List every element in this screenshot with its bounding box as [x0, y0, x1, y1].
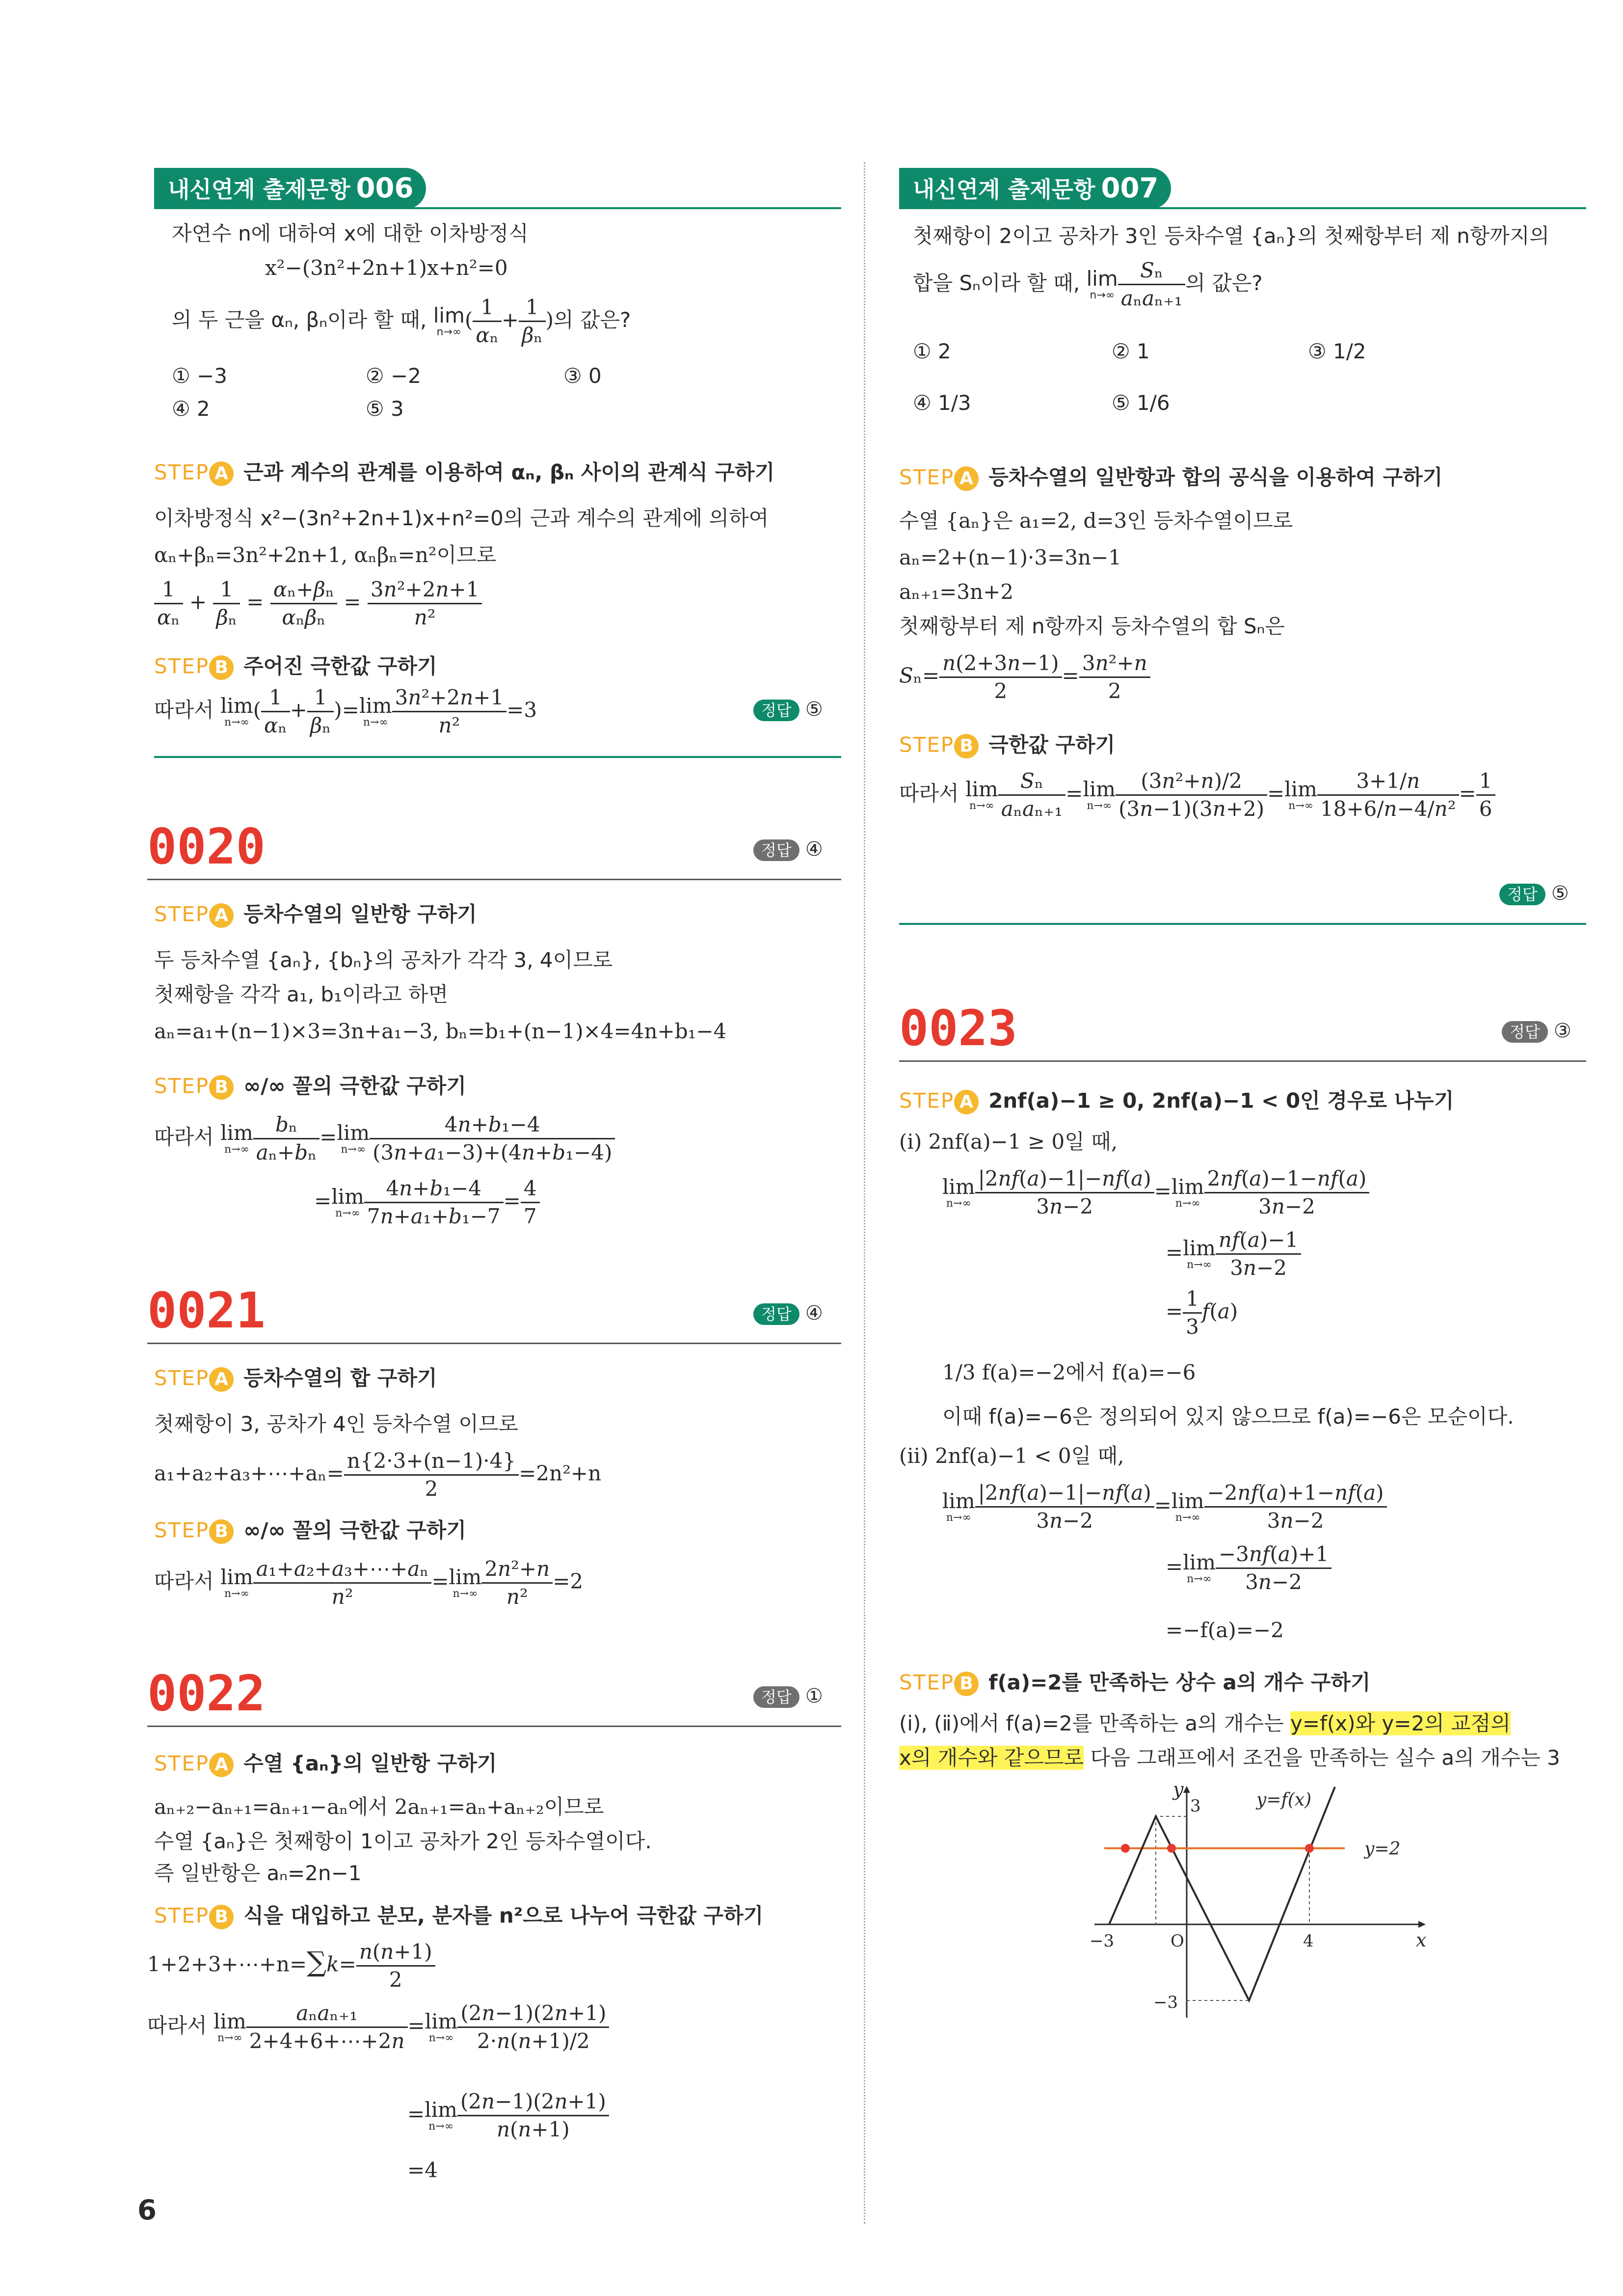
p0023-case1-eq2: = lim n→∞ $\frac{nf(a)-1}{3n-2}$	[1166, 1230, 1301, 1278]
label-x: x	[1416, 1929, 1427, 1951]
p0020-line2: 첫째항을 각각 a₁, b₁이라고 하면	[154, 982, 449, 1006]
p0020-line1: 두 등차수열 {aₙ}, {bₙ}의 공차가 각각 3, 4이므로	[154, 948, 613, 972]
q006-a-line2: αₙ+βₙ=3n²+2n+1, αₙβₙ=n²이므로	[154, 543, 497, 567]
tag-underline	[899, 207, 1586, 209]
step-title: ∞/∞ 꼴의 극한값 구하기	[243, 1074, 466, 1098]
p0023-case1-eq3: = $\frac{1}{3}$ f(a)	[1166, 1287, 1238, 1339]
p0023-case1: (ⅰ) 2nf(a)−1 ≥ 0일 때,	[899, 1130, 1118, 1154]
p0023-case2: (ⅱ) 2nf(a)−1 < 0일 때,	[899, 1444, 1124, 1468]
p0020-eq1: 따라서 lim n→∞ $\frac{\text{bₙ}}{\text{aₙ+bₙ}}$ = lim n→∞ $\frac{\text{4n+b₁−4}}{\text{(3n+a₁−3)+(4n+b₁−4)}}$	[154, 1114, 615, 1163]
tag-label: 내신연계 출제문항	[913, 176, 1095, 203]
p0023-step-a: STEP A 2nf(a)−1 ≥ 0, 2nf(a)−1 < 0인 경우로 나누기	[899, 1090, 1454, 1114]
intersection-point	[1167, 1844, 1176, 1853]
step-title: 수열 {aₙ}의 일반항 구하기	[243, 1751, 497, 1776]
label-y2: y=2	[1364, 1839, 1401, 1859]
q007-l4: 첫째항부터 제 n항까지 등차수열의 합 Sₙ은	[899, 614, 1285, 638]
answer-pill: 정답	[1499, 884, 1545, 905]
result: =3	[506, 698, 537, 722]
q006-a-fraction-eq: $\frac{1}{\text{αₙ}}$ + $\frac{1}{\text{βₙ}}$ = αₙ+βₙ αₙβₙ = $\frac{\text{3n²+2n+1}}{\text{n²}}$	[154, 579, 482, 628]
q007-line2: 합을 Sₙ이라 할 때, lim n→∞ Sₙ aₙaₙ₊₁ 의 값은?	[913, 258, 1263, 310]
column-separator	[864, 162, 865, 2224]
answer-value: ①	[805, 1685, 823, 1707]
step-title: 식을 대입하고 분모, 분자를 n²으로 나누어 극한값 구하기	[243, 1903, 764, 1928]
prefix: 따라서	[147, 2013, 207, 2038]
label-minus3-x: −3	[1090, 1931, 1115, 1951]
q006-b-equation: 따라서 lim n→∞ ( $\frac{1}{\text{αₙ}}$ + $\frac{1}{\text{βₙ}}$ )= lim n→∞ $\frac{\text{3n²+2n+1}}{\text{n²}}$ =3	[154, 685, 537, 737]
p0023-b-line2	[899, 1748, 1560, 1768]
label-minus3-y: −3	[1153, 1993, 1178, 2012]
q006-question-suffix: 의 값은?	[553, 308, 631, 332]
tag-number: 007	[1101, 172, 1159, 204]
divider	[147, 1343, 841, 1344]
step-title: ∞/∞ 꼴의 극한값 구하기	[243, 1518, 466, 1542]
q007-step-a: STEP A 등차수열의 일반항과 합의 공식을 이용하여 구하기	[899, 466, 1442, 491]
p0021-sum	[154, 1451, 601, 1499]
q007-sum: Sₙ= $\frac{n(2+3n-1)}{2}$ = $\frac{\text{3n²+n}}{2}$	[899, 653, 1150, 702]
answer-0023	[1502, 1021, 1571, 1043]
divider	[154, 756, 841, 758]
step-title: 극한값 구하기	[988, 732, 1116, 757]
divider	[899, 923, 1586, 925]
p0022-step-a: STEP A 수열 {aₙ}의 일반항 구하기	[154, 1753, 497, 1777]
label-f: y=f(x)	[1256, 1790, 1312, 1810]
page-number: 6	[137, 2194, 157, 2226]
y-axis-arrow	[1183, 1786, 1190, 1793]
p0022-line3: 즉 일반항은 aₙ=2n−1	[154, 1861, 362, 1885]
tag-underline	[154, 207, 841, 209]
answer-value: ③	[1553, 1020, 1571, 1042]
answer-value: ⑤	[1551, 882, 1569, 905]
label-y: y	[1173, 1782, 1184, 1800]
fraction: $\frac{1}{\text{βₙ}}$	[519, 297, 545, 346]
p0023-b-line1	[899, 1713, 1511, 1734]
q007-choice-1: ① 2	[913, 339, 951, 363]
q007-l3: aₙ₊₁=3n+2	[899, 580, 1014, 604]
answer-value: ④	[805, 838, 823, 861]
q006-choice-3: ③ 0	[563, 364, 602, 388]
exam-link-tag-007	[899, 168, 1171, 209]
q006-question: 의 두 근을 αₙ, βₙ이라 할 때, lim n→∞ ( $\frac{1}{\text{αₙ}}$ + $\frac{1}{\text{βₙ}}$ )의 값은?	[172, 295, 631, 347]
prefix: 따라서	[899, 781, 959, 806]
tag-number: 006	[356, 172, 414, 204]
sum-rhs: =2n²+n	[519, 1461, 602, 1486]
function-graph	[1080, 1782, 1453, 2027]
p0022-eq2: = lim n→∞ $\frac{(2n-1)(2n+1)}{n(n+1)}$	[407, 2091, 609, 2140]
p0023-case1-eq1: lim n→∞ $\frac{|2nf(a)-1|-nf(a)}{3n-2}$ = lim n→∞ $\frac{2nf(a)-1-nf(a)}{3n-2}$	[942, 1168, 1369, 1217]
step-title: 2nf(a)−1 ≥ 0, 2nf(a)−1 < 0인 경우로 나누기	[988, 1088, 1454, 1113]
prefix: 따라서	[154, 698, 214, 722]
prefix: 따라서	[154, 1569, 214, 1594]
q006-question-prefix: 의 두 근을 αₙ, βₙ이라 할 때,	[172, 308, 427, 332]
q007-choice-2: ② 1	[1112, 339, 1150, 363]
q007-choice-5: ⑤ 1/6	[1112, 391, 1170, 415]
prefix: 따라서	[154, 1125, 214, 1149]
problem-number-0020: 0020	[147, 818, 266, 875]
p0022-step-b: STEP B 식을 대입하고 분모, 분자를 n²으로 나누어 극한값 구하기	[154, 1905, 763, 1929]
q007-b-eq: 따라서 lim n→∞ Sₙ aₙaₙ₊₁ = lim n→∞ $\frac{\text{(3n²+n)/2}}{(3n-1)(3n+2)}$ = lim n→∞ $\frac{3+1/n}{\text{18+6/n−4/n²}}$ = $\frac{1}{6}$	[899, 771, 1495, 819]
p0023-step-b: STEP B f(a)=2를 만족하는 상수 a의 개수 구하기	[899, 1672, 1371, 1696]
p0023-case2-last: =−f(a)=−2	[1166, 1618, 1284, 1642]
q006-choice-5: ⑤ 3	[366, 397, 404, 421]
p0020-line3: aₙ=a₁+(n−1)×3=3n+a₁−3, bₙ=b₁+(n−1)×4=4n+b₁−4	[154, 1019, 727, 1043]
highlight: y=f(x)와 y=2의 교점의	[1290, 1711, 1511, 1735]
intersection-point	[1305, 1844, 1314, 1853]
problem-number-0023: 0023	[899, 999, 1017, 1057]
q007-answer	[1499, 884, 1569, 905]
suffix: 의 값은?	[1185, 271, 1263, 295]
sum-lhs: a₁+a₂+a₃+⋯+aₙ=	[154, 1461, 344, 1486]
tag-label: 내신연계 출제문항	[168, 176, 350, 203]
answer-value: ④	[805, 1302, 823, 1324]
step-title: 등차수열의 합 구하기	[243, 1366, 437, 1390]
q007-choice-4: ④ 1/3	[913, 391, 971, 415]
q006-choice-2: ② −2	[366, 364, 421, 388]
step-title: 근과 계수의 관계를 이용하여 αₙ, βₙ 사이의 관계식 구하기	[243, 460, 775, 485]
q006-choice-1: ① −3	[172, 364, 227, 388]
divider	[147, 1726, 841, 1727]
q007-choice-3: ③ 1/2	[1308, 339, 1366, 363]
problem-number-0021: 0021	[147, 1282, 266, 1339]
highlight: x의 개수와 같으므로	[899, 1746, 1084, 1770]
p0022-sum: 1+2+3+⋯+n=∑k= $\frac{n(n+1)}{2}$	[147, 1942, 435, 1990]
label-3: 3	[1190, 1796, 1201, 1816]
p0022-result: =4	[407, 2158, 438, 2182]
fraction: $\frac{1}{\text{αₙ}}$	[473, 297, 502, 346]
p0022-line1: aₙ₊₂−aₙ₊₁=aₙ₊₁−aₙ에서 2aₙ₊₁=aₙ+aₙ₊₂이므로	[154, 1795, 604, 1819]
answer-pill: 정답	[753, 1303, 799, 1325]
prefix: (ⅰ), (ⅱ)에서 f(a)=2를 만족하는 a의 개수는	[899, 1711, 1284, 1735]
p0023-case2-eq1: lim n→∞ $\frac{|2nf(a)-1|-nf(a)}{3n-2}$ = lim n→∞ $\frac{-2nf(a)+1-nf(a)}{3n-2}$	[942, 1483, 1387, 1531]
q006-a-line1: 이차방정식 x²−(3n²+2n+1)x+n²=0의 근과 계수의 관계에 의하여	[154, 506, 769, 530]
answer-0021	[753, 1303, 823, 1325]
p0023-case2-eq2: = lim n→∞ $\frac{-3nf(a)+1}{3n-2}$	[1166, 1544, 1331, 1593]
step-title: 등차수열의 일반항 구하기	[243, 902, 477, 926]
q007-l1: 수열 {aₙ}은 a₁=2, d=3인 등차수열이므로	[899, 509, 1293, 533]
answer-value: ⑤	[805, 698, 823, 721]
q006-step-b: STEP B 주어진 극한값 구하기	[154, 655, 437, 680]
step-title: 등차수열의 일반항과 합의 공식을 이용하여 구하기	[988, 465, 1443, 489]
result: =2	[553, 1569, 584, 1594]
p0022-line2: 수열 {aₙ}은 첫째항이 1이고 공차가 2인 등차수열이다.	[154, 1829, 652, 1853]
curve-f	[1109, 1787, 1335, 2000]
sum-den: 2	[425, 1477, 438, 1501]
intersection-point	[1121, 1844, 1130, 1853]
answer-0020	[753, 839, 823, 861]
p0020-step-a: STEP A 등차수열의 일반항 구하기	[154, 903, 477, 928]
q006-answer	[753, 700, 823, 721]
p0021-line1: 첫째항이 3, 공차가 4인 등차수열 이므로	[154, 1412, 519, 1436]
p0023-case1-line-a: 1/3 f(a)=−2에서 f(a)=−6	[942, 1360, 1196, 1384]
step-title: f(a)=2를 만족하는 상수 a의 개수 구하기	[988, 1670, 1371, 1695]
p0020-step-b: STEP B ∞/∞ 꼴의 극한값 구하기	[154, 1075, 466, 1100]
lim-symbol: lim n→∞	[433, 303, 465, 338]
suffix: 다음 그래프에서 조건을 만족하는 실수 a의 개수는 3	[1090, 1746, 1560, 1770]
x-axis-arrow	[1418, 1921, 1426, 1928]
p0021-eq: 따라서 lim n→∞ $\frac{\text{a₁+a₂+a₃+⋯+aₙ}}{\text{n²}}$ = lim n→∞ $\frac{\text{2n²+n}}{\text{n²}}$ =2	[154, 1557, 584, 1609]
answer-0022	[753, 1686, 823, 1708]
q007-l2: aₙ=2+(n−1)·3=3n−1	[899, 545, 1121, 569]
answer-pill: 정답	[1502, 1021, 1548, 1043]
answer-pill: 정답	[753, 1686, 799, 1708]
problem-number-0022: 0022	[147, 1665, 266, 1722]
step-title: 주어진 극한값 구하기	[243, 654, 437, 678]
divider	[147, 879, 841, 880]
label-origin: O	[1171, 1931, 1184, 1951]
prefix: 합을 Sₙ이라 할 때,	[913, 271, 1080, 295]
p0021-step-b: STEP B ∞/∞ 꼴의 극한값 구하기	[154, 1519, 466, 1544]
p0021-step-a: STEP A 등차수열의 합 구하기	[154, 1367, 437, 1392]
q007-step-b: STEP B 극한값 구하기	[899, 734, 1115, 758]
exam-link-tag-006	[154, 168, 426, 209]
p0020-eq2: = lim n→∞ $\frac{\text{4n+b₁−4}}{\text{7n+a₁+b₁−7}}$ = $\frac{4}{7}$	[314, 1178, 540, 1227]
q006-choice-4: ④ 2	[172, 397, 210, 421]
q006-step-a: STEP A 근과 계수의 관계를 이용하여 αₙ, βₙ 사이의 관계식 구하기	[154, 461, 774, 486]
answer-pill: 정답	[753, 700, 799, 721]
label-4: 4	[1303, 1931, 1314, 1951]
p0023-case1-line-b: 이때 f(a)=−6은 정의되어 있지 않으므로 f(a)=−6은 모순이다.	[942, 1405, 1514, 1429]
sum-num: n{2·3+(n−1)·4}	[344, 1451, 519, 1476]
divider	[899, 1060, 1586, 1062]
q007-line1: 첫째항이 2이고 공차가 3인 등차수열 {aₙ}의 첫째항부터 제 n항까지의	[913, 224, 1550, 248]
sum-line: 1+2+3+⋯+n=	[147, 1952, 307, 1976]
q006-equation: x²−(3n²+2n+1)x+n²=0	[265, 256, 508, 280]
p0022-eq1: 따라서 lim n→∞ aₙaₙ₊₁ 2+4+6+⋯+2n = lim n→∞ $\frac{(2n-1)(2n+1)}{2\cdot n(n+1)/2}$	[147, 2003, 609, 2052]
q006-intro: 자연수 n에 대하여 x에 대한 이차방정식	[172, 221, 529, 245]
answer-pill: 정답	[753, 839, 799, 861]
